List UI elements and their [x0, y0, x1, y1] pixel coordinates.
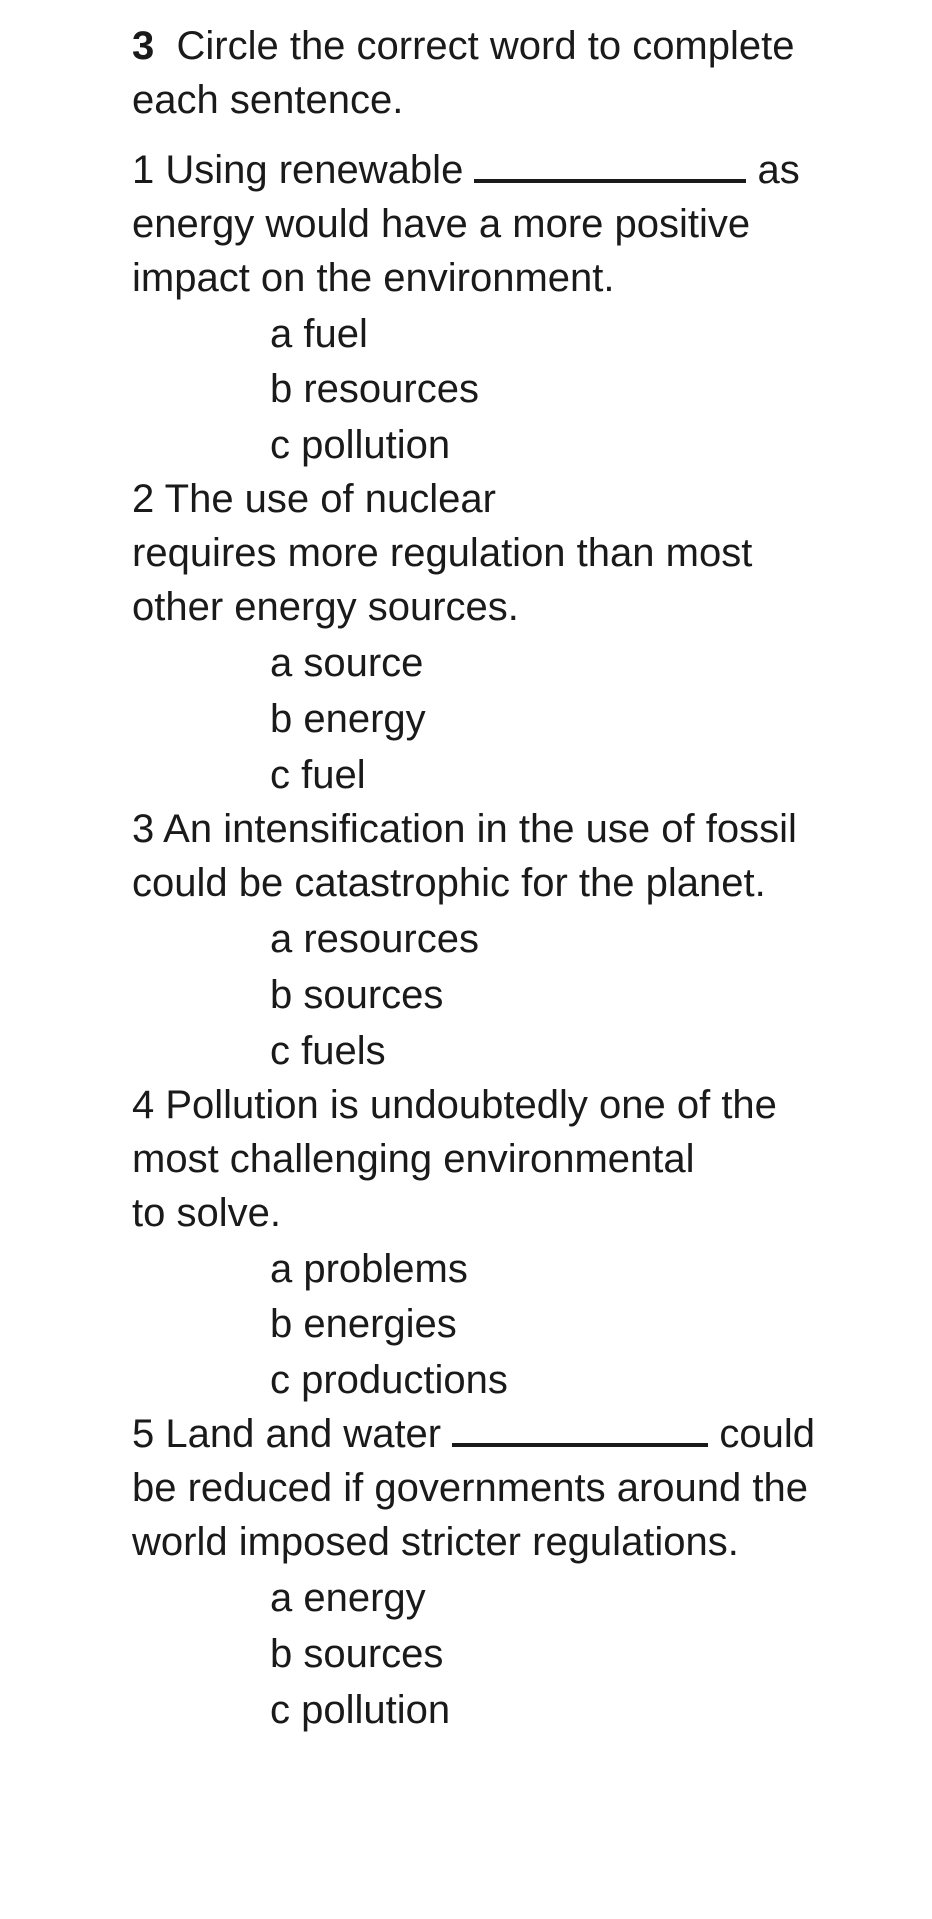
answer-blank-1[interactable] — [474, 149, 746, 183]
exercise-number: 3 — [132, 24, 155, 68]
instruction-line-1 — [132, 22, 795, 70]
question-3-option-b[interactable]: b sources — [270, 973, 444, 1017]
question-5-text-end: could — [708, 1412, 815, 1456]
question-2-line-1: 2 The use of nuclear — [132, 477, 496, 521]
question-5-option-c[interactable]: c pollution — [270, 1688, 451, 1732]
question-2-line-2: requires more regulation than most — [132, 531, 753, 575]
question-3-option-c[interactable]: c fuels — [270, 1029, 386, 1073]
question-3-line-1: 3 An intensification in the use of fossil — [132, 807, 797, 851]
question-5-option-b[interactable]: b sources — [270, 1632, 444, 1676]
question-1-option-b[interactable]: b resources — [270, 367, 479, 411]
question-2-option-b[interactable]: b energy — [270, 697, 426, 741]
question-1-option-a[interactable]: a fuel — [270, 312, 368, 356]
question-4-line-3: to solve. — [132, 1191, 281, 1235]
question-4-line-1: 4 Pollution is undoubtedly one of the — [132, 1083, 777, 1127]
question-2-option-a[interactable]: a source — [270, 641, 424, 685]
question-5-option-a[interactable]: a energy — [270, 1576, 426, 1620]
question-2-line-3: other energy sources. — [132, 585, 519, 629]
question-4-option-a[interactable]: a problems — [270, 1247, 468, 1291]
question-1-line-3: impact on the environment. — [132, 256, 615, 300]
question-1-line-2: energy would have a more positive — [132, 202, 751, 246]
instruction-line-2: each sentence. — [132, 78, 404, 122]
question-1-text-start: 1 Using renewable — [132, 148, 475, 192]
question-1-option-c[interactable]: c pollution — [270, 423, 451, 467]
question-5-line-2: be reduced if governments around the — [132, 1466, 808, 1510]
question-4-option-b[interactable]: b energies — [270, 1302, 457, 1346]
question-3-line-2: could be catastrophic for the planet. — [132, 861, 766, 905]
question-5-line-3: world imposed stricter regulations. — [132, 1520, 739, 1564]
question-5-line-1 — [132, 1410, 815, 1458]
instruction-text: Circle the correct word to complete — [176, 24, 795, 68]
answer-blank-5[interactable] — [452, 1413, 708, 1447]
question-1-line-1 — [132, 146, 800, 194]
question-4-option-c[interactable]: c productions — [270, 1358, 508, 1402]
question-1-text-end: as — [746, 148, 800, 192]
question-3-option-a[interactable]: a resources — [270, 917, 479, 961]
question-4-line-2: most challenging environmental — [132, 1137, 695, 1181]
question-2-option-c[interactable]: c fuel — [270, 753, 366, 797]
question-5-text-start: 5 Land and water — [132, 1412, 453, 1456]
